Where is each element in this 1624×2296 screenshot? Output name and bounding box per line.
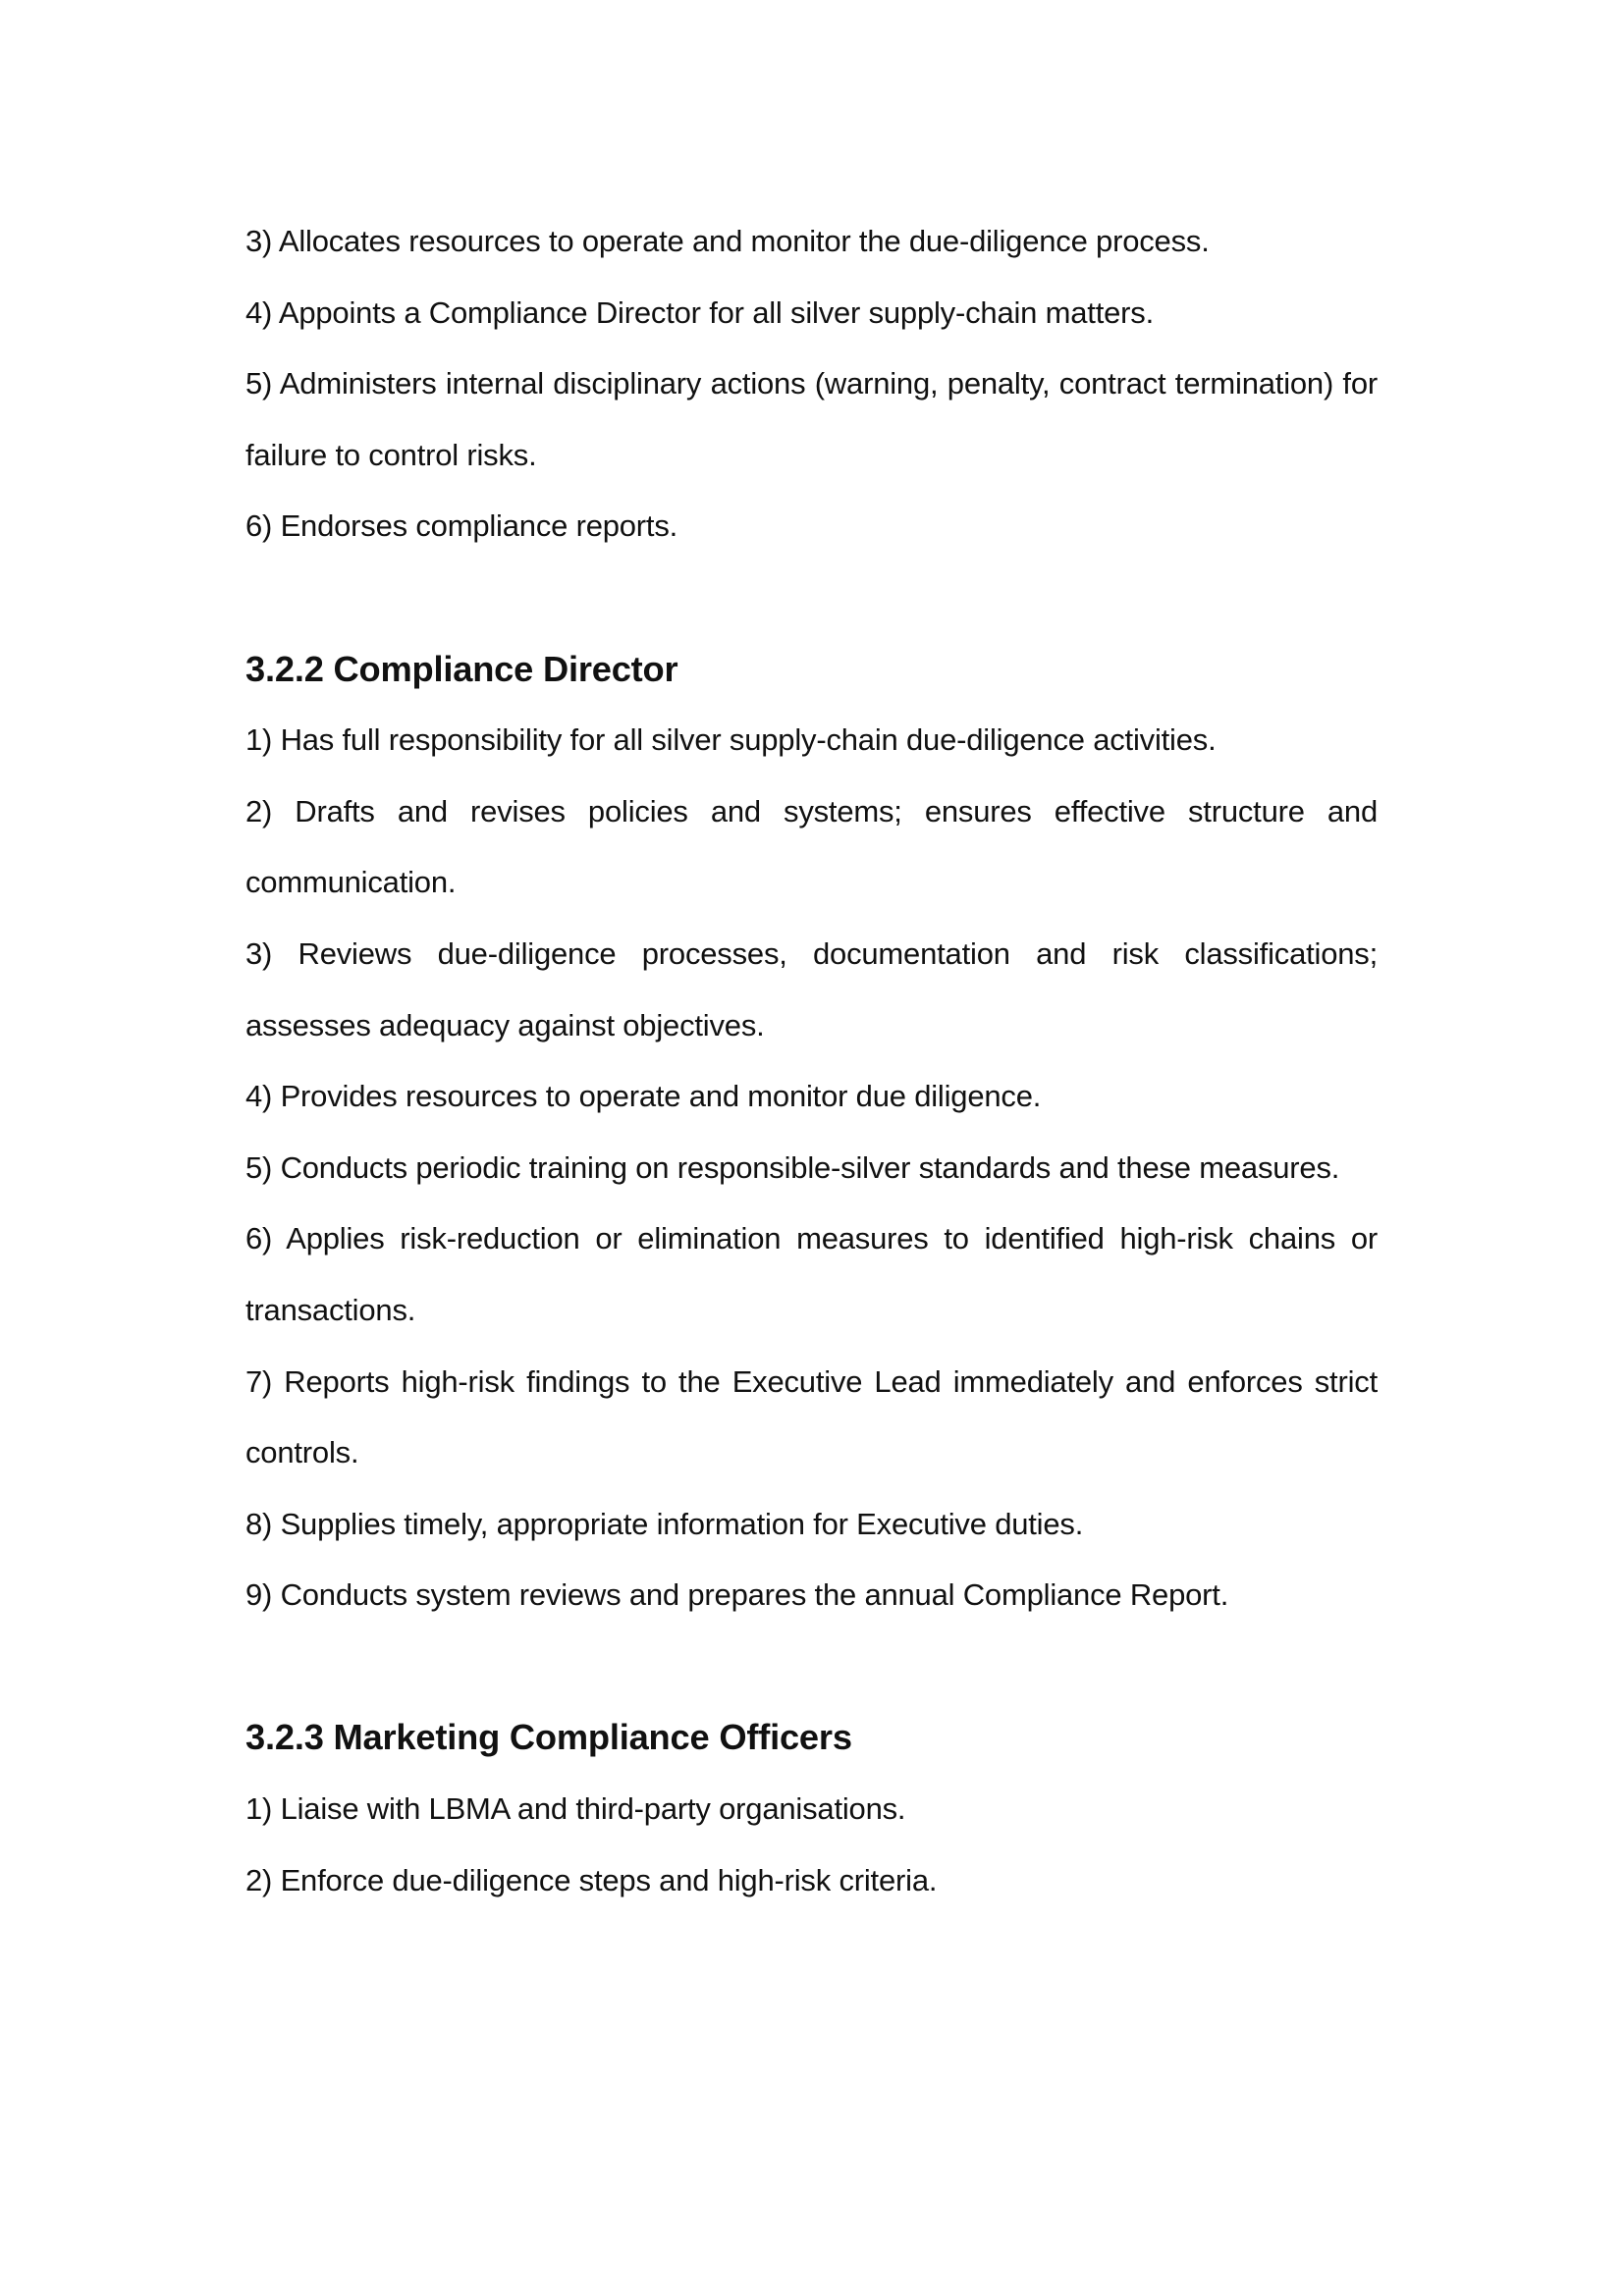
list-item: 5) Administers internal disciplinary actions (warning, penalty, contract termination) for failure to control risks. bbox=[245, 366, 1378, 472]
list-item: 5) Conducts periodic training on responsible-silver standards and these measures. bbox=[245, 1149, 1340, 1185]
section-marketing-compliance-officers bbox=[245, 1702, 1378, 1916]
section-heading: 3.2.3 Marketing Compliance Officers bbox=[245, 1717, 852, 1758]
list-item: 1) Has full responsibility for all silver supply-chain due-diligence activities. bbox=[245, 722, 1217, 758]
section-compliance-director bbox=[245, 634, 1378, 1631]
list-item: 6) Endorses compliance reports. bbox=[245, 508, 678, 544]
list-item: 6) Applies risk-reduction or elimination measures to identified high-risk chains or transactions. bbox=[245, 1221, 1378, 1327]
list-item: 8) Supplies timely, appropriate information for Executive duties. bbox=[245, 1506, 1084, 1541]
section-executive-duties-continued bbox=[245, 206, 1378, 562]
section-heading: 3.2.2 Compliance Director bbox=[245, 648, 678, 689]
list-item: 2) Enforce due-diligence steps and high-risk criteria. bbox=[245, 1862, 938, 1897]
list-item: 1) Liaise with LBMA and third-party organisations. bbox=[245, 1791, 906, 1827]
list-item: 4) Provides resources to operate and monitor due diligence. bbox=[245, 1079, 1042, 1114]
document-page bbox=[245, 206, 1378, 1916]
paragraph-spacer bbox=[245, 1631, 1378, 1703]
list-item: 9) Conducts system reviews and prepares the annual Compliance Report. bbox=[245, 1577, 1229, 1613]
list-item: 3) Reviews due-diligence processes, documentation and risk classifications; assesses adequacy against objectives. bbox=[245, 935, 1378, 1042]
list-item: 2) Drafts and revises policies and systems; ensures effective structure and communication. bbox=[245, 793, 1378, 900]
paragraph-spacer bbox=[245, 562, 1378, 634]
list-item: 7) Reports high-risk findings to the Executive Lead immediately and enforces strict controls. bbox=[245, 1363, 1378, 1470]
list-item: 3) Allocates resources to operate and monitor the due-diligence process. bbox=[245, 224, 1210, 258]
list-item: 4) Appoints a Compliance Director for all silver supply-chain matters. bbox=[245, 294, 1154, 330]
